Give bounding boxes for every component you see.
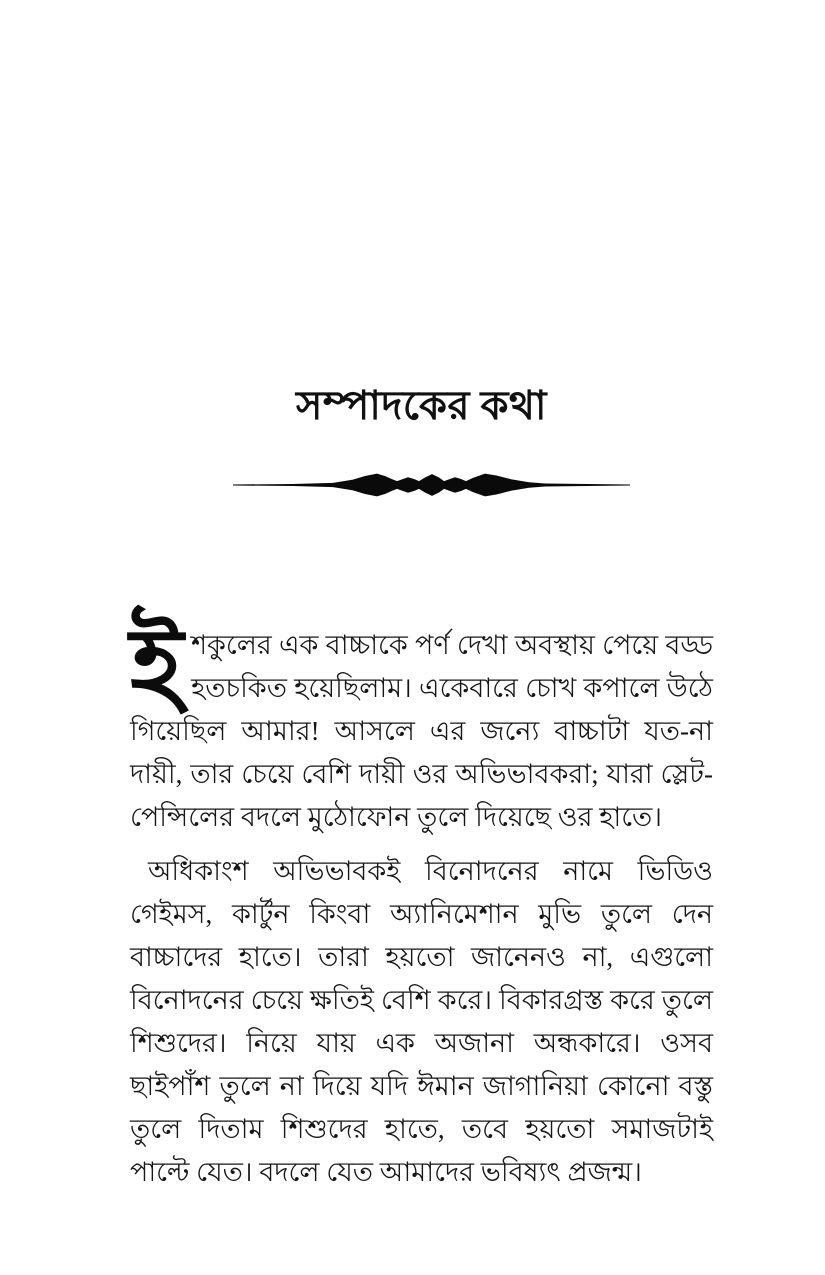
body-paragraph-1 xyxy=(130,610,713,839)
drop-cap: ই xyxy=(130,610,184,723)
body-text xyxy=(130,610,713,1194)
page-title: সম্পাদকের কথা xyxy=(296,383,547,428)
body-paragraph-2: অধিকাংশ অভিভাবকই বিনোদনের নামে ভিডিও গেইমস, কার্টুন কিংবা অ্যানিমেশান মুভি তুলে দেন বাচ্চাদের হাতে। তারা হয়তো জানেনও না, এগুলো বিনোদনের চেয়ে ক্ষতিই বেশি করে। বিকারগ্রস্ত করে তুলে শিশুদের। নিয়ে যায় এক অজানা অন্ধকারে। ওসব ছাইপাঁশ তুলে না দিয়ে যদি ঈমান জাগানিয়া কোনো বস্তু তুলে দিতাম শিশুদের হাতে, তবে হয়তো সমাজটাই পাল্টে যেত। বদলে যেত আমাদের ভবিষ্যৎ প্রজন্ম। xyxy=(130,856,713,1187)
section-divider xyxy=(233,470,630,500)
divider-ornament-icon xyxy=(233,470,630,500)
paragraph-1-text: শকুলের এক বাচ্চাকে পর্ণ দেখা অবস্থায় পেয়ে বড্ড হতচকিত হয়েছিলাম। একেবারে চোখ কপালে উঠে গিয়েছিল আমার! আসলে এর জন্যে বাচ্চাটা যত-না দায়ী, তার চেয়ে বেশি দায়ী ওর অভিভাবকরা; যারা স্লেট-পেন্সিলের বদলে মুঠোফোন তুলে দিয়েছে ওর হাতে। xyxy=(130,630,713,832)
